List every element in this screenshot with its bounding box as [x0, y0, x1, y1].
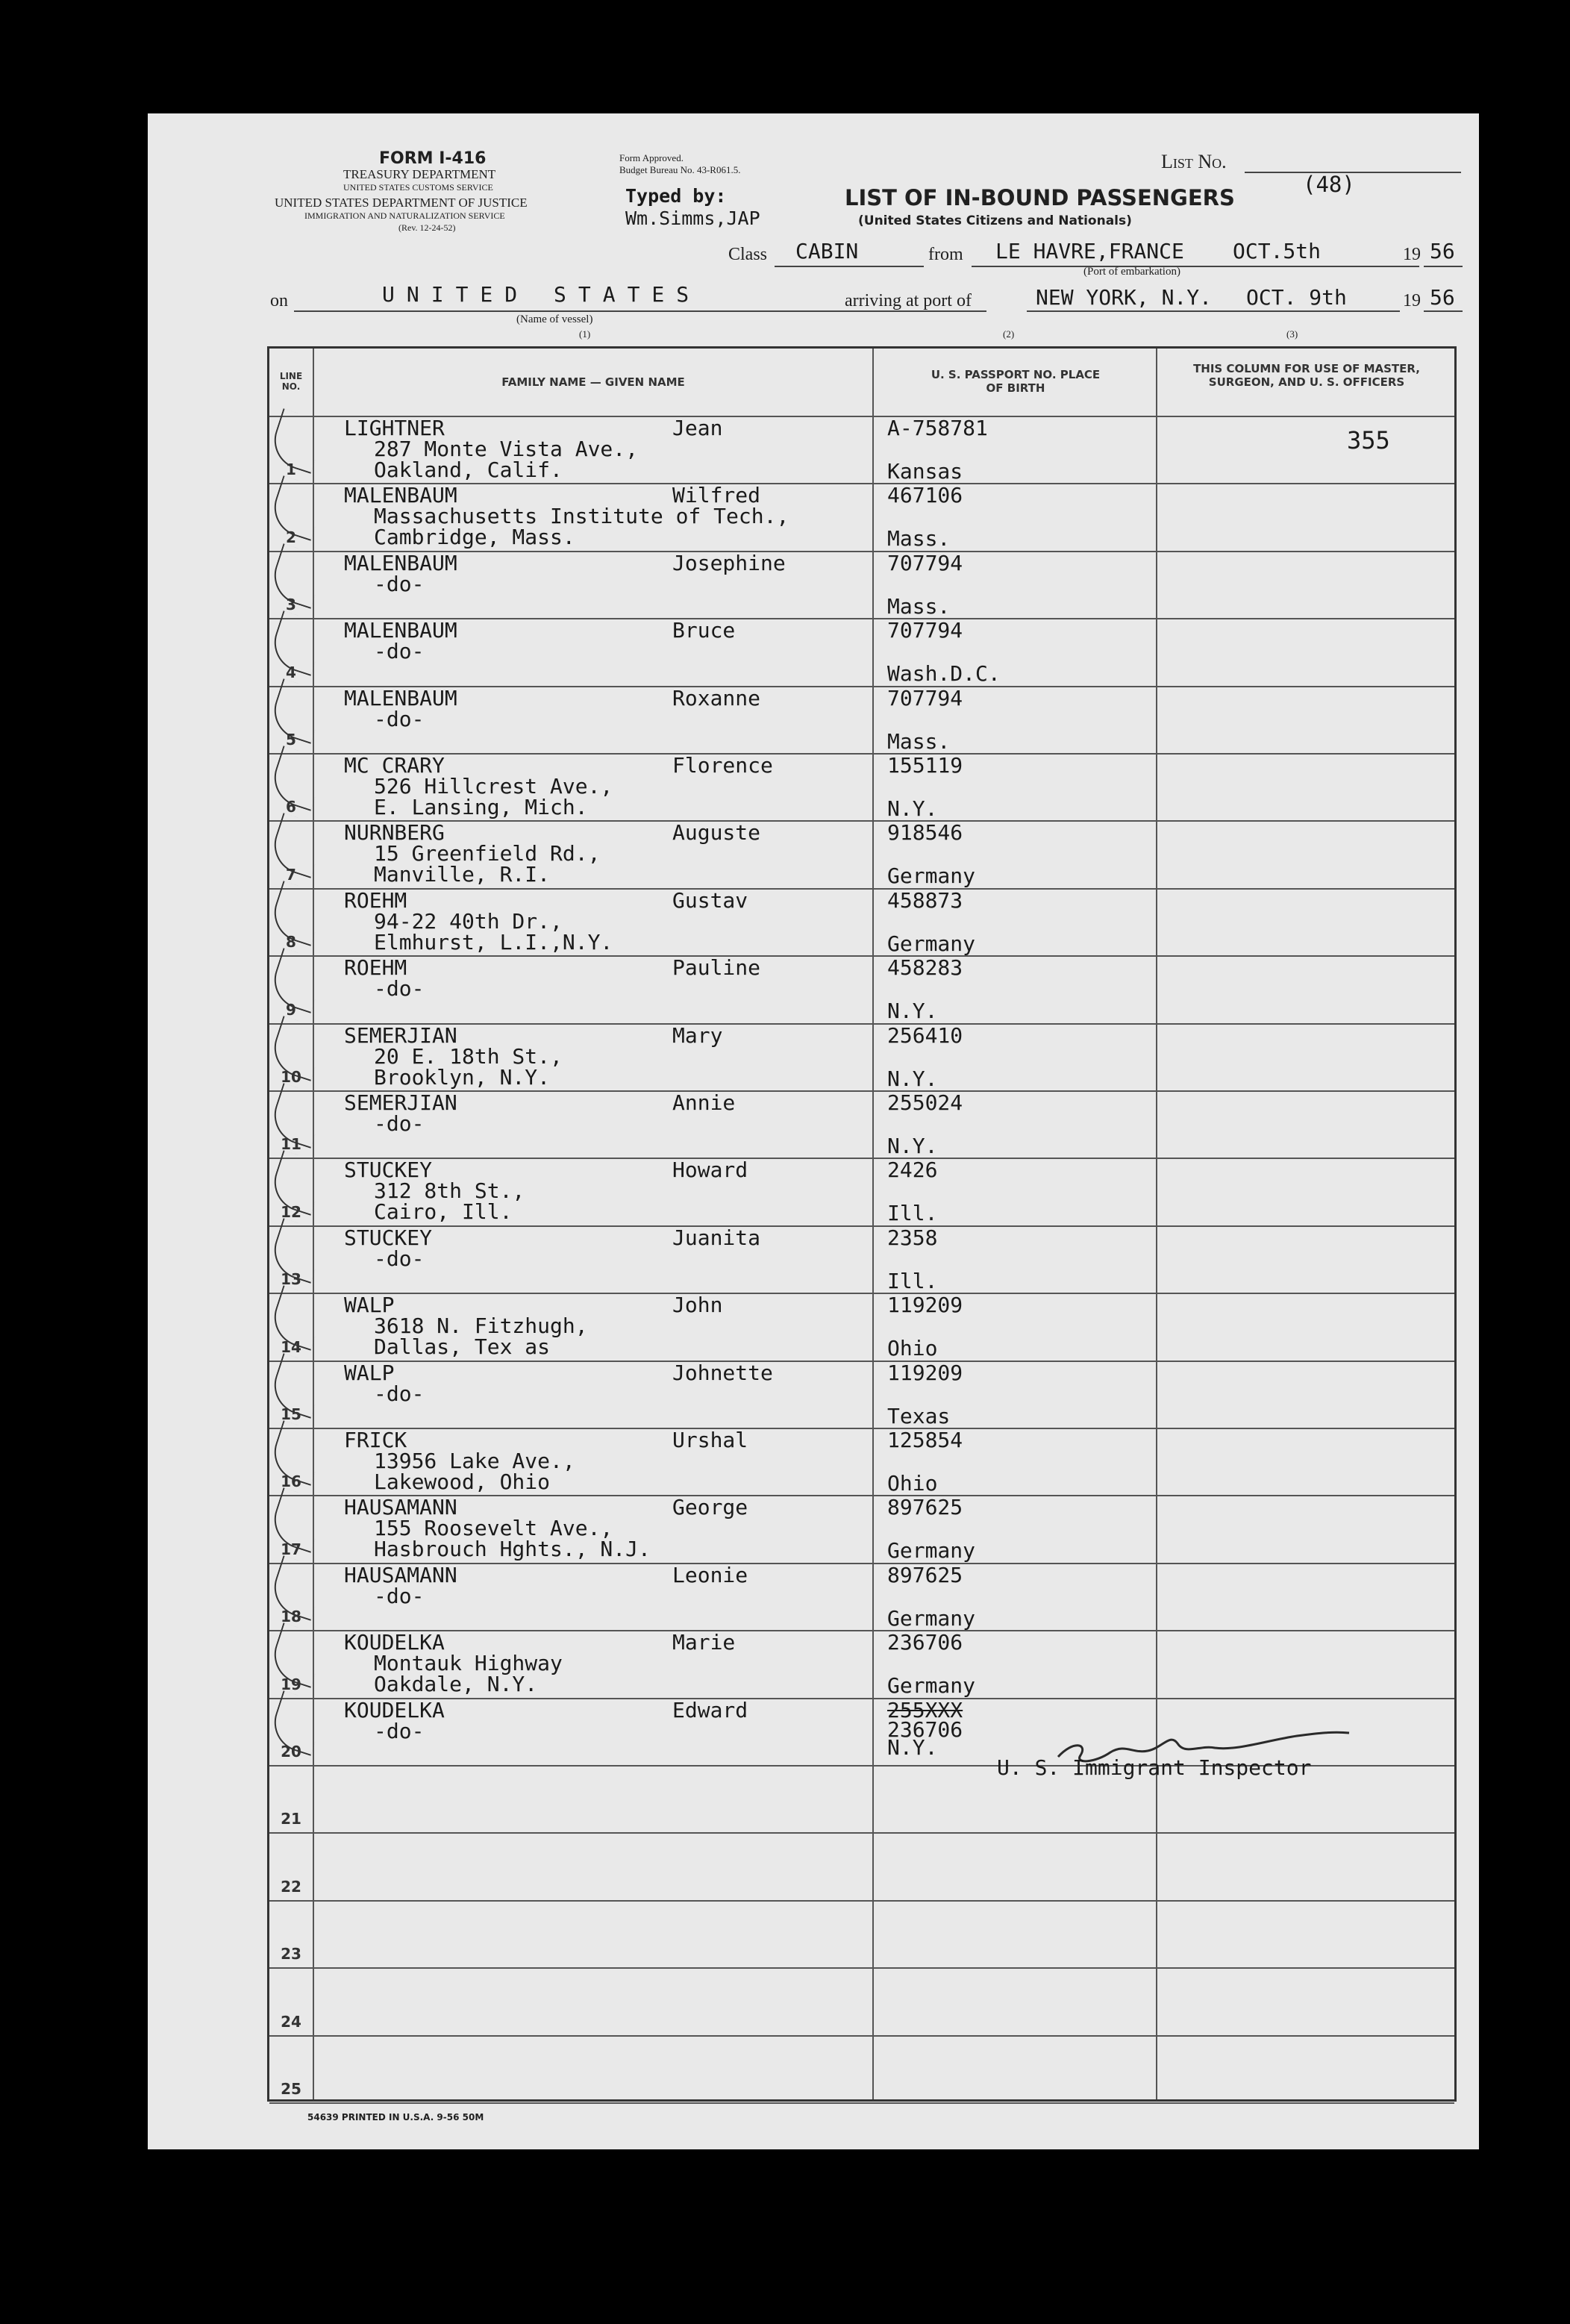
passport-number: 707794	[887, 685, 963, 710]
given-name: Gustav	[672, 887, 748, 913]
address-line-1: -do-	[374, 1583, 425, 1608]
row-divider	[269, 1225, 1454, 1227]
place-of-birth: Ohio	[887, 1471, 938, 1496]
line-number: 8	[286, 933, 296, 952]
given-name: Howard	[672, 1158, 748, 1183]
family-name: SEMERJIAN	[344, 1022, 457, 1048]
divider-name	[872, 349, 874, 2099]
family-name: MALENBAUM	[344, 550, 457, 575]
address-line-2: Manville, R.I.	[374, 862, 551, 887]
header-family-name: FAMILY NAME — GIVEN NAME	[501, 375, 685, 389]
from-underline	[972, 266, 1419, 267]
address-line-2: Hasbrouch Hghts., N.J.	[374, 1537, 651, 1562]
typed-by-value: Wm.Simms,JAP	[625, 207, 760, 229]
line-number: 12	[281, 1202, 301, 1221]
passport-number: 236706	[887, 1717, 963, 1742]
budget-bureau: Budget Bureau No. 43-R061.5.	[619, 164, 741, 175]
passport-number: 707794	[887, 550, 963, 575]
address-line-2: Cambridge, Mass.	[374, 525, 575, 550]
given-name: Annie	[672, 1090, 736, 1115]
address-line-1: 15 Greenfield Rd.,	[374, 841, 601, 866]
arrival-underline	[1027, 310, 1400, 312]
passport-number: 467106	[887, 483, 963, 508]
passenger-table	[267, 346, 1457, 2102]
row-divider	[269, 1630, 1454, 1631]
family-name: KOUDELKA	[344, 1630, 445, 1655]
line-number: 16	[281, 1472, 301, 1491]
passport-number: 256410	[887, 1022, 963, 1048]
passport-number: 897625	[887, 1495, 963, 1520]
place-of-birth: N.Y.	[887, 999, 938, 1024]
passport-number: 119209	[887, 1293, 963, 1318]
from-year-underline	[1424, 266, 1463, 267]
given-name: John	[672, 1293, 723, 1318]
given-name: Jean	[672, 416, 723, 440]
arrival-year: 56	[1430, 285, 1455, 310]
family-name: ROEHM	[344, 955, 407, 981]
passport-number: 155119	[887, 753, 963, 778]
family-name: HAUSAMANN	[344, 1495, 457, 1520]
family-name: WALP	[344, 1360, 395, 1385]
given-name: Pauline	[672, 955, 761, 981]
address-line-1: 13956 Lake Ave.,	[374, 1449, 575, 1473]
place-of-birth: Mass.	[887, 526, 951, 552]
given-name: Marie	[672, 1630, 736, 1655]
line-number: 25	[281, 2080, 301, 2098]
line-number: 13	[281, 1270, 301, 1289]
from-label: from	[928, 245, 963, 264]
address-line-1: Massachusetts Institute of Tech.,	[374, 504, 789, 529]
address-line-1: 526 Hillcrest Ave.,	[374, 774, 613, 799]
row-divider	[269, 2102, 1454, 2104]
given-name: Urshal	[672, 1428, 748, 1452]
family-name: HAUSAMANN	[344, 1562, 457, 1587]
place-of-birth: Ill.	[887, 1268, 938, 1293]
address-line-2: Oakland, Calif.	[374, 457, 563, 482]
row-divider	[269, 820, 1454, 822]
address-line-2: Cairo, Ill.	[374, 1199, 513, 1225]
address-line-1: Montauk Highway	[374, 1651, 563, 1676]
line-number: 10	[281, 1068, 301, 1086]
given-name: Josephine	[672, 550, 786, 575]
line-number: 5	[286, 731, 296, 749]
place-of-birth: Mass.	[887, 593, 951, 619]
line-number: 19	[281, 1675, 301, 1693]
line-number: 18	[281, 1608, 301, 1626]
row-divider	[269, 888, 1454, 890]
address-line-1: 20 E. 18th St.,	[374, 1043, 563, 1069]
family-name: MALENBAUM	[344, 483, 457, 508]
row-divider	[269, 1293, 1454, 1294]
place-of-birth: Germany	[887, 1605, 976, 1631]
family-name: NURNBERG	[344, 820, 445, 846]
family-name: STUCKEY	[344, 1225, 433, 1250]
address-line-1: -do-	[374, 1111, 425, 1136]
place-of-birth: Germany	[887, 863, 976, 889]
passport-number: 897625	[887, 1562, 963, 1587]
place-of-birth: Mass.	[887, 728, 951, 754]
address-line-2: Oakdale, N.Y.	[374, 1672, 538, 1697]
given-name: Florence	[672, 753, 773, 778]
col3-number: (3)	[1286, 328, 1298, 340]
passport-number: 458873	[887, 887, 963, 913]
row-divider	[269, 1158, 1454, 1159]
place-of-birth: Texas	[887, 1403, 951, 1428]
address-line-1: -do-	[374, 1718, 425, 1743]
passport-number: 125854	[887, 1428, 963, 1452]
revision-date: (Rev. 12-24-52)	[398, 222, 456, 233]
address-line-1: -do-	[374, 976, 425, 1002]
line-number: 7	[286, 865, 296, 884]
passport-number: 2426	[887, 1158, 938, 1183]
place-of-birth: Kansas	[887, 459, 963, 484]
row-divider	[269, 2035, 1454, 2037]
form-approved: Form Approved.	[619, 152, 684, 163]
line-number: 22	[281, 1877, 301, 1896]
address-line-1: -do-	[374, 1246, 425, 1271]
justice-dept: UNITED STATES DEPARTMENT OF JUSTICE	[275, 196, 528, 210]
on-label: on	[270, 291, 288, 310]
vessel-caption: (Name of vessel)	[516, 313, 593, 325]
line-number: 9	[286, 1000, 296, 1019]
typed-by-label: Typed by:	[625, 185, 727, 207]
family-name: WALP	[344, 1293, 395, 1318]
address-line-2: Dallas, Tex as	[374, 1334, 551, 1360]
family-name: SEMERJIAN	[344, 1090, 457, 1115]
place-of-birth: Germany	[887, 931, 976, 956]
passport-number: 236706	[887, 1630, 963, 1655]
form-number: FORM I-416	[379, 149, 487, 168]
family-name: STUCKEY	[344, 1158, 433, 1183]
line-number: 1	[286, 460, 296, 479]
address-line-2: Lakewood, Ohio	[374, 1469, 551, 1494]
divider-passport	[1156, 349, 1157, 2099]
class-value: CABIN	[795, 239, 859, 263]
family-name: LIGHTNER	[344, 416, 445, 440]
inspector-label: U. S. Immigrant Inspector	[997, 1755, 1312, 1780]
given-name: George	[672, 1495, 748, 1520]
place-of-birth: N.Y.	[887, 796, 938, 821]
arrival-year-prefix: 19	[1403, 291, 1421, 310]
address-line-2: Elmhurst, L.I.,N.Y.	[374, 929, 613, 955]
line-number: 3	[286, 596, 296, 614]
officer-note-355: 355	[1347, 426, 1390, 455]
form-title: LIST OF IN-BOUND PASSENGERS	[845, 185, 1235, 210]
family-name: ROEHM	[344, 887, 407, 913]
line-number: 24	[281, 2012, 301, 2031]
row-divider	[269, 955, 1454, 957]
given-name: Auguste	[672, 820, 761, 846]
row-divider	[269, 1698, 1454, 1699]
address-line-2: Brooklyn, N.Y.	[374, 1064, 551, 1090]
line-number: 6	[286, 798, 296, 816]
address-line-1: -do-	[374, 571, 425, 596]
line-number: 23	[281, 1945, 301, 1964]
place-of-birth: N.Y.	[887, 1066, 938, 1091]
struck-passport-number: 255XXX	[887, 1697, 963, 1722]
passport-number: 119209	[887, 1360, 963, 1385]
address-line-1: 287 Monte Vista Ave.,	[374, 437, 639, 461]
row-divider	[269, 753, 1454, 755]
place-of-birth: Ohio	[887, 1336, 938, 1361]
arrival-port: NEW YORK, N.Y.	[1036, 285, 1213, 310]
arrival-date: OCT. 9th	[1246, 285, 1347, 310]
row-divider	[269, 1900, 1454, 1902]
header-officers: THIS COLUMN FOR USE OF MASTER, SURGEON, AND U. S. OFFICERS	[1193, 362, 1420, 389]
header-passport: U. S. PASSPORT NO. PLACE OF BIRTH	[931, 368, 1101, 395]
class-label: Class	[728, 245, 768, 264]
address-line-1: 3618 N. Fitzhugh,	[374, 1314, 588, 1339]
arriving-label: arriving at port of	[845, 291, 972, 310]
from-date: OCT.5th	[1233, 239, 1322, 263]
given-name: Bruce	[672, 618, 736, 643]
family-name: MALENBAUM	[344, 685, 457, 710]
family-name: KOUDELKA	[344, 1697, 445, 1722]
place-of-birth: N.Y.	[887, 1134, 938, 1158]
row-divider	[269, 1967, 1454, 1969]
family-name: MC CRARY	[344, 753, 445, 778]
passport-number: 458283	[887, 955, 963, 981]
line-number: 17	[281, 1540, 301, 1558]
from-year: 56	[1430, 239, 1455, 263]
address-line-1: 155 Roosevelt Ave.,	[374, 1516, 613, 1541]
address-line-1: -do-	[374, 1381, 425, 1406]
col2-number: (2)	[1003, 328, 1015, 340]
place-of-birth: Germany	[887, 1538, 976, 1564]
header-line-no: LINE NO.	[279, 371, 303, 392]
passport-number: 918546	[887, 820, 963, 846]
address-line-1: -do-	[374, 639, 425, 664]
address-line-1: 94-22 40th Dr.,	[374, 908, 563, 934]
treasury-dept: TREASURY DEPARTMENT	[343, 167, 496, 181]
from-port: LE HAVRE,FRANCE	[995, 239, 1184, 263]
place-of-birth: Ill.	[887, 1201, 938, 1226]
passport-number: A-758781	[887, 416, 988, 440]
place-of-birth: N.Y.	[887, 1734, 938, 1760]
passport-number: 255024	[887, 1090, 963, 1115]
given-name: Johnette	[672, 1360, 773, 1385]
given-name: Edward	[672, 1697, 748, 1722]
ins-service: IMMIGRATION AND NATURALIZATION SERVICE	[304, 210, 505, 221]
given-name: Juanita	[672, 1225, 761, 1250]
line-number: 14	[281, 1337, 301, 1356]
arrival-year-underline	[1424, 310, 1463, 312]
divider-lineno	[313, 349, 314, 2099]
line-number: 21	[281, 1810, 301, 1828]
manifest-sheet	[148, 113, 1479, 2149]
given-name: Leonie	[672, 1562, 748, 1587]
family-name: MALENBAUM	[344, 618, 457, 643]
list-no-label: List No.	[1161, 151, 1227, 172]
row-divider	[269, 1428, 1454, 1429]
place-of-birth: Wash.D.C.	[887, 661, 1001, 687]
address-line-2: E. Lansing, Mich.	[374, 795, 588, 819]
row-divider	[269, 1361, 1454, 1362]
line-number: 15	[281, 1405, 301, 1423]
given-name: Roxanne	[672, 685, 761, 710]
passport-number: 2358	[887, 1225, 938, 1250]
header-divider	[269, 416, 1454, 417]
line-number: 4	[286, 663, 296, 681]
port-caption: (Port of embarkation)	[1083, 266, 1180, 278]
list-no-value: (48)	[1303, 172, 1355, 197]
address-line-1: -do-	[374, 706, 425, 731]
address-line-1: 312 8th St.,	[374, 1178, 525, 1204]
form-subtitle: (United States Citizens and Nationals)	[858, 213, 1132, 228]
line-number: 20	[281, 1743, 301, 1761]
vessel-name: UNITED STATES	[382, 282, 701, 307]
customs-service: UNITED STATES CUSTOMS SERVICE	[343, 182, 493, 193]
from-year-prefix: 19	[1403, 245, 1421, 264]
given-name: Mary	[672, 1022, 723, 1048]
line-number: 11	[281, 1135, 301, 1154]
row-divider	[269, 1832, 1454, 1834]
class-underline	[775, 266, 924, 267]
passport-number: 707794	[887, 618, 963, 643]
printer-note: 54639 PRINTED IN U.S.A. 9-56 50M	[307, 2112, 484, 2122]
line-number: 2	[286, 528, 296, 546]
family-name: FRICK	[344, 1428, 407, 1452]
given-name: Wilfred	[672, 483, 761, 508]
place-of-birth: Germany	[887, 1673, 976, 1699]
col1-number: (1)	[579, 328, 591, 340]
